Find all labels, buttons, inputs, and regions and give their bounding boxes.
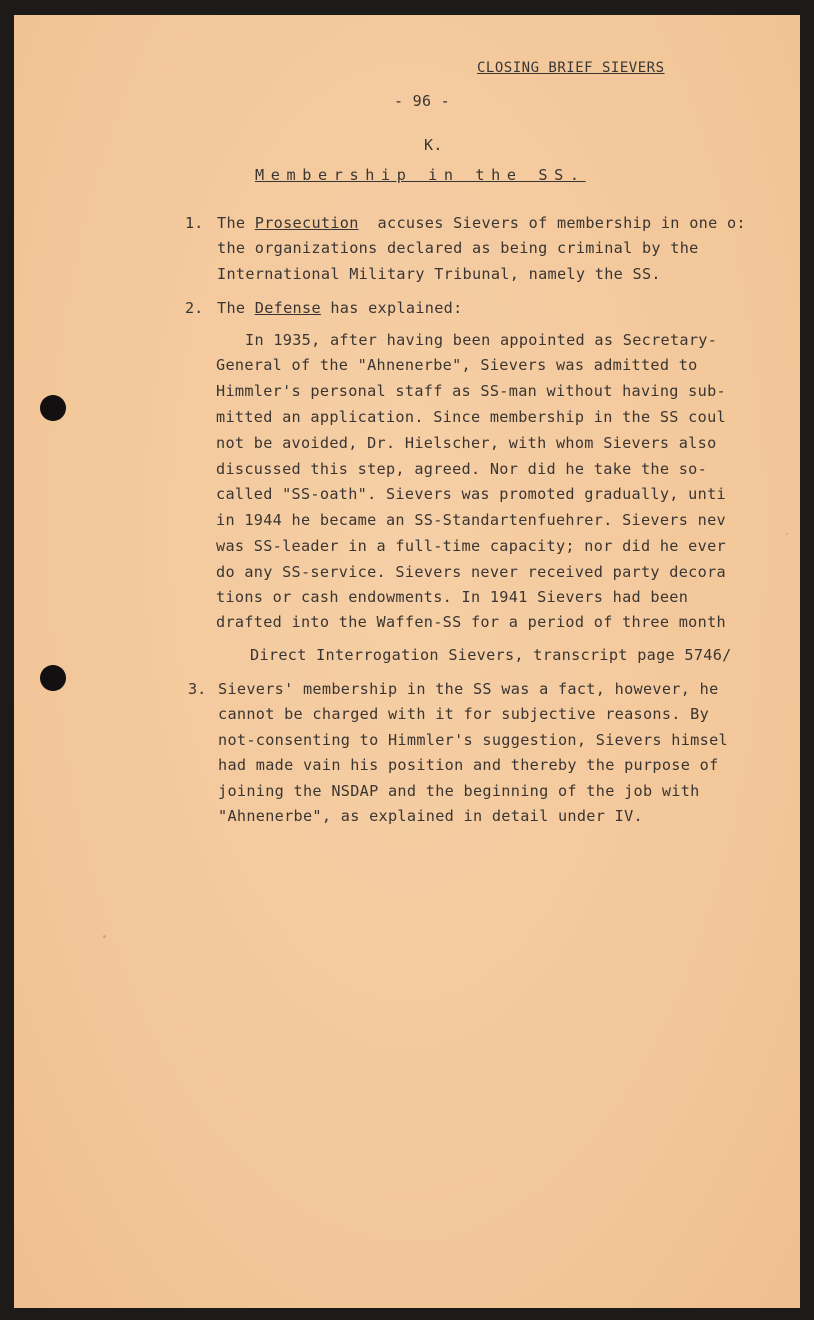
item-3-line: joining the NSDAP and the beginning of the job with [218,782,700,800]
item-3-line: Sievers' membership in the SS was a fact, however, he [218,680,719,698]
item-3-line: cannot be charged with it for subjective reasons. By [218,705,710,723]
paper-speck [786,533,788,535]
citation-line: Direct Interrogation Sievers, transcript page 5746/ [250,646,732,664]
item-2-line-1-post: has explained: [320,299,463,317]
item-2-line-1 [217,299,463,317]
paper-speck [103,935,106,938]
item-3-line: not-consenting to Himmler's suggestion, Sievers himsel [218,731,728,749]
paragraph-line: tions or cash endowments. In 1941 Sievers had been [216,588,689,606]
document-page [14,15,800,1308]
defense-term: Defense [254,299,321,317]
item-1-line-1 [217,214,746,232]
paragraph-line: mitted an application. Since membership in the SS coul [216,408,726,426]
item-2-line-1-pre: The [217,299,255,317]
item-1-line-1-post: accuses Sievers of membership in one o: [358,214,746,232]
punch-hole-bottom [40,665,66,691]
item-1-line-3: International Military Tribunal, namely the SS. [217,265,661,283]
paragraph-line: General of the "Ahnenerbe", Sievers was admitted to [216,356,698,374]
paragraph-line: in 1944 he became an SS-Standartenfuehrer. Sievers nev [216,511,726,529]
paragraph-line: called "SS-oath". Sievers was promoted gradually, unti [216,485,726,503]
item-3-line: had made vain his position and thereby the purpose of [218,756,719,774]
paragraph-line: do any SS-service. Sievers never received party decora [216,563,726,581]
punch-hole-top [40,395,66,421]
item-3-number: 3. [188,680,207,698]
item-1-number: 1. [185,214,204,232]
item-1-line-1-pre: The [217,214,255,232]
paragraph-line: Himmler's personal staff as SS-man without having sub- [216,382,726,400]
item-3-line: "Ahnenerbe", as explained in detail under IV. [218,807,643,825]
section-title: Membership in the SS. [255,166,586,184]
item-1-line-2: the organizations declared as being criminal by the [217,239,699,257]
section-letter: K. [424,136,443,154]
paragraph-line: discussed this step, agreed. Nor did he take the so- [216,460,708,478]
paragraph-line: drafted into the Waffen-SS for a period of three month [216,613,726,631]
prosecution-term: Prosecution [254,214,359,232]
paragraph-line: not be avoided, Dr. Hielscher, with whom Sievers also [216,434,717,452]
document-header-title: CLOSING BRIEF SIEVERS [477,60,665,76]
paragraph-line: was SS-leader in a full-time capacity; nor did he ever [216,537,726,555]
page-number: - 96 - [394,92,450,110]
item-2-number: 2. [185,299,204,317]
paragraph-line: In 1935, after having been appointed as Secretary- [245,331,718,349]
